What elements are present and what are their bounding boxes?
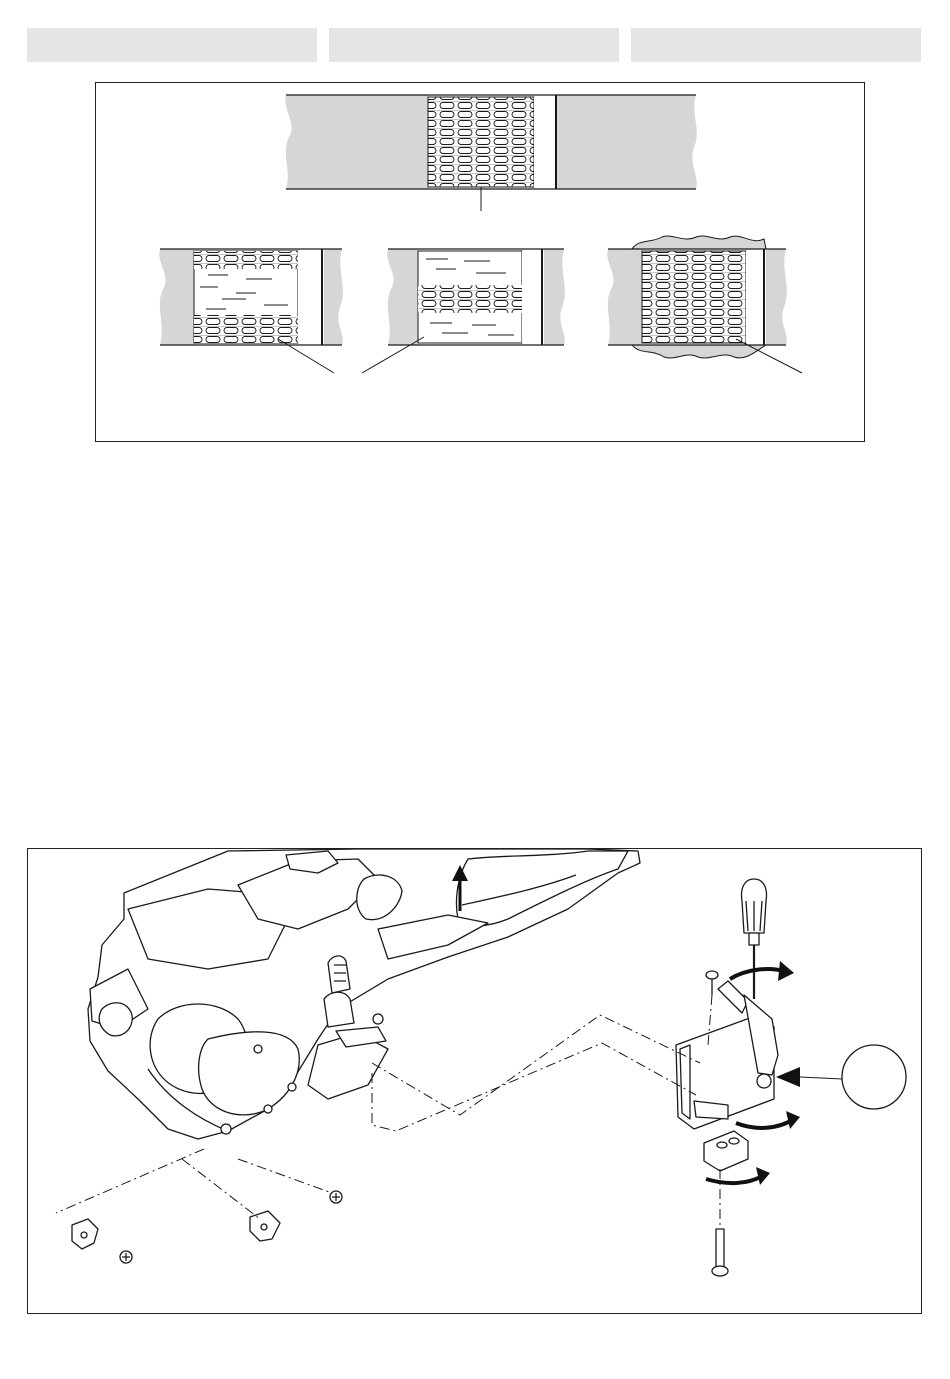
header-tab-3 bbox=[631, 28, 921, 62]
seal-sample-incomplete-a bbox=[159, 249, 343, 373]
spacer-block bbox=[704, 1131, 748, 1171]
guide-replacement-figure bbox=[27, 848, 922, 1314]
seal-sample-correct bbox=[285, 95, 697, 211]
strap-guide bbox=[676, 981, 778, 1129]
clamp-piece-mid bbox=[250, 1211, 280, 1241]
callout bbox=[776, 1045, 906, 1109]
bolt bbox=[712, 1229, 728, 1276]
tool-body bbox=[88, 849, 640, 1139]
screw-left bbox=[120, 1251, 132, 1263]
seal-sample-excessive bbox=[607, 236, 802, 373]
rotate-arrow-middle bbox=[736, 1111, 800, 1129]
seal-inspection-figure bbox=[95, 82, 865, 442]
seal-inspection-illustration bbox=[96, 83, 864, 441]
screwdriver bbox=[742, 879, 767, 999]
rotate-arrow-top bbox=[730, 961, 794, 981]
top-screw bbox=[706, 971, 718, 995]
seal-sample-incomplete-b bbox=[362, 249, 565, 373]
header-tab-bar bbox=[27, 28, 921, 62]
clamp-piece-left bbox=[72, 1219, 98, 1249]
guide-replacement-illustration bbox=[28, 849, 921, 1313]
callout-circle bbox=[842, 1045, 906, 1109]
header-tab-1 bbox=[27, 28, 317, 62]
screw-mid bbox=[330, 1191, 342, 1203]
rotate-arrow-lower bbox=[706, 1167, 770, 1185]
header-tab-2 bbox=[329, 28, 619, 62]
